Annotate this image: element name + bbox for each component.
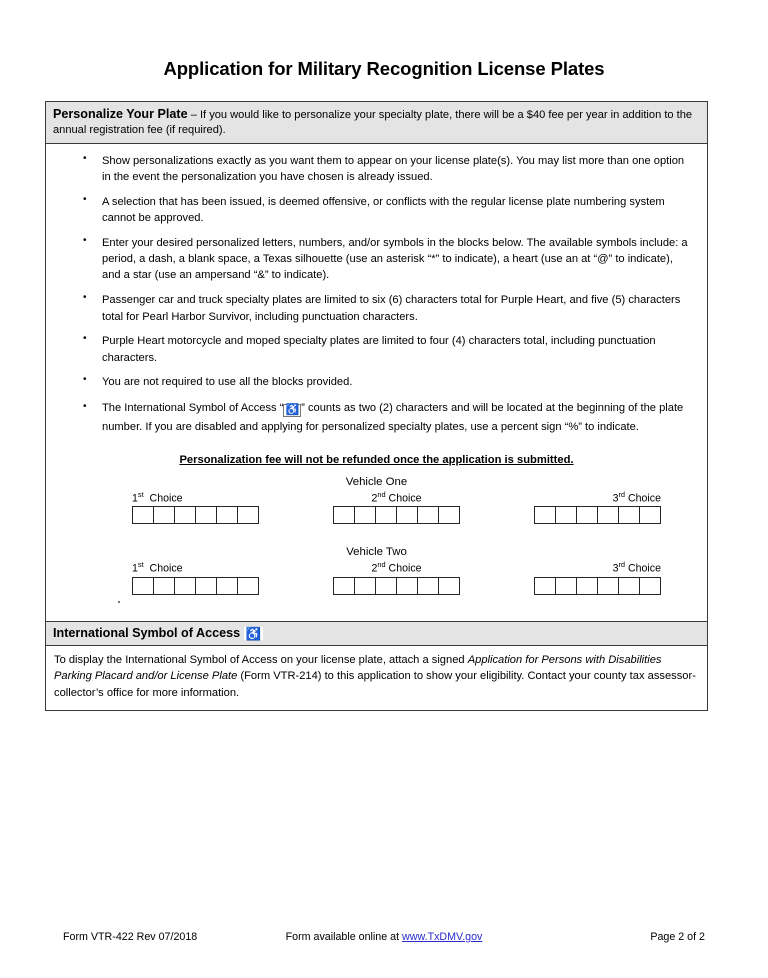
choice-word: Choice <box>628 562 661 575</box>
vehicle-two-label: Vehicle Two <box>346 546 407 559</box>
plate-character-boxes[interactable] <box>333 577 460 595</box>
plate-char-cell[interactable] <box>397 507 418 523</box>
plate-char-cell[interactable] <box>154 578 175 594</box>
vehicle-one-choice-2 <box>308 490 484 525</box>
list-item-isa <box>100 399 693 437</box>
list-item: • You are not required to use all the blocks provided. <box>100 374 693 390</box>
choice-ordinal-suffix: nd <box>377 489 386 499</box>
isa-bullet-text-after: ” counts as two (2) characters and will be located at the beginning of the plate number. If you are disabled and applying for personalized specialty plates, use a percent sign “%” to indicate. <box>102 402 684 434</box>
choice-ordinal: 1 <box>132 562 138 575</box>
plate-char-cell[interactable] <box>238 507 258 523</box>
plate-char-cell[interactable] <box>619 578 640 594</box>
plate-char-cell[interactable] <box>133 507 154 523</box>
plate-char-cell[interactable] <box>334 578 355 594</box>
plate-char-cell[interactable] <box>217 578 238 594</box>
plate-character-boxes[interactable] <box>534 577 661 595</box>
choice-ordinal: 1 <box>132 492 138 505</box>
list-item: • Show personalizations exactly as you want them to appear on your license plate(s). You may list more than one option in the event the personalization you have chosen is already issued. <box>100 153 693 186</box>
choice-label <box>132 560 183 575</box>
stray-mark <box>118 601 120 603</box>
plate-char-cell[interactable] <box>355 507 376 523</box>
choice-ordinal: 2 <box>371 492 378 505</box>
isa-section-header <box>46 621 707 646</box>
plate-char-cell[interactable] <box>154 507 175 523</box>
plate-character-boxes[interactable] <box>534 506 661 524</box>
plate-character-boxes[interactable] <box>132 506 259 524</box>
personalize-header-title: Personalize Your Plate <box>53 107 188 121</box>
vehicle-two-choice-3 <box>485 560 667 595</box>
page-title: Application for Military Recognition License Plates <box>163 58 605 79</box>
choice-word: Choice <box>149 492 183 505</box>
footer-page-number: Page 2 of 2 <box>650 931 705 943</box>
plate-char-cell[interactable] <box>598 578 619 594</box>
vehicle-one-choice-3 <box>485 490 667 525</box>
plate-char-cell[interactable] <box>556 578 577 594</box>
choice-word: Choice <box>388 562 422 575</box>
footer-form-id: Form VTR-422 Rev 07/2018 <box>63 931 198 943</box>
choice-label <box>371 490 421 505</box>
vehicle-one-label: Vehicle One <box>345 475 408 488</box>
isa-bullet-text-before: The International Symbol of Access “ <box>102 402 284 415</box>
personalize-section-header <box>46 102 707 144</box>
plate-char-cell[interactable] <box>175 578 196 594</box>
vehicle-two-block <box>46 546 707 595</box>
choice-ordinal: 3 <box>612 492 619 505</box>
section-spacer <box>46 595 707 621</box>
plate-char-cell[interactable] <box>196 507 217 523</box>
personalize-form-box <box>45 101 708 711</box>
plate-character-boxes[interactable] <box>132 577 259 595</box>
plate-char-cell[interactable] <box>439 578 459 594</box>
plate-char-cell[interactable] <box>175 507 196 523</box>
fee-notice: Personalization fee will not be refunded once the application is submitted. <box>179 453 574 466</box>
isa-header-title: International Symbol of Access <box>53 625 241 640</box>
plate-char-cell[interactable] <box>640 578 660 594</box>
choice-label <box>371 560 421 575</box>
vehicle-two-choices <box>46 560 707 595</box>
plate-char-cell[interactable] <box>217 507 238 523</box>
choice-word: Choice <box>628 492 661 505</box>
plate-char-cell[interactable] <box>397 578 418 594</box>
list-item: • A selection that has been issued, is deemed offensive, or conflicts with the regular license plate numbering system cannot be approved. <box>100 194 693 227</box>
vehicle-two-choice-1 <box>87 560 308 595</box>
plate-char-cell[interactable] <box>196 578 217 594</box>
vehicle-one-choice-1 <box>87 490 308 525</box>
plate-char-cell[interactable] <box>577 578 598 594</box>
choice-ordinal: 2 <box>371 562 378 575</box>
wheelchair-icon: ♿ <box>245 626 262 641</box>
plate-char-cell[interactable] <box>418 507 439 523</box>
choice-ordinal-suffix: nd <box>377 560 386 570</box>
plate-char-cell[interactable] <box>376 507 397 523</box>
choice-word: Choice <box>149 562 183 575</box>
wheelchair-icon: ♿ <box>285 404 300 417</box>
choice-ordinal-suffix: rd <box>618 560 626 570</box>
txdmv-link[interactable]: www.TxDMV.gov <box>402 931 483 943</box>
isa-body-text-2: (Form VTR-214) to this application to show your eligibility. Contact your county tax assessor-collector’s office for more information. <box>54 670 696 700</box>
plate-char-cell[interactable] <box>238 578 258 594</box>
plate-char-cell[interactable] <box>640 507 660 523</box>
plate-char-cell[interactable] <box>556 507 577 523</box>
vehicle-one-block <box>46 476 707 525</box>
instruction-list <box>46 144 707 446</box>
plate-char-cell[interactable] <box>334 507 355 523</box>
plate-char-cell[interactable] <box>439 507 459 523</box>
footer-availability-text: Form available online at <box>285 931 403 943</box>
list-item: • Passenger car and truck specialty plates are limited to six (6) characters total for Purple Heart, and five (5) characters total for Pearl Harbor Survivor, including punctuation characters. <box>100 292 693 325</box>
isa-body-text-1: To display the International Symbol of Access on your license plate, attach a signed <box>54 653 468 666</box>
plate-char-cell[interactable] <box>418 578 439 594</box>
plate-char-cell[interactable] <box>577 507 598 523</box>
personalize-header-description: – If you would like to personalize your specialty plate, there will be a $40 fee per year in addition to the annual registration fee (if required). <box>53 109 693 136</box>
plate-char-cell[interactable] <box>133 578 154 594</box>
choice-label <box>613 560 661 575</box>
isa-body-form-name: Application for Persons with Disabilities Parking Placard and/or License Plate <box>54 653 662 683</box>
plate-char-cell[interactable] <box>535 578 556 594</box>
plate-char-cell[interactable] <box>355 578 376 594</box>
choice-label <box>132 490 183 505</box>
isa-section-body <box>46 646 707 710</box>
choice-word: Choice <box>388 492 422 505</box>
plate-char-cell[interactable] <box>535 507 556 523</box>
plate-char-cell[interactable] <box>598 507 619 523</box>
plate-char-cell[interactable] <box>619 507 640 523</box>
choice-ordinal-suffix: st <box>137 489 144 499</box>
plate-character-boxes[interactable] <box>333 506 460 524</box>
list-item: • Enter your desired personalized letters, numbers, and/or symbols in the blocks below. The available symbols include: a period, a dash, a blank space, a Texas silhouette (use an asterisk “*” to indicate), a heart (use an at “@” to indicate), and a star (use an ampersand “&” to indicate). <box>100 235 693 284</box>
choice-ordinal-suffix: st <box>137 560 144 570</box>
choice-ordinal-suffix: rd <box>618 489 626 499</box>
choice-label <box>613 490 661 505</box>
plate-char-cell[interactable] <box>376 578 397 594</box>
vehicle-two-choice-2 <box>308 560 484 595</box>
list-item: • Purple Heart motorcycle and moped specialty plates are limited to four (4) characters total, including punctuation characters. <box>100 333 693 366</box>
choice-ordinal: 3 <box>612 562 619 575</box>
vehicle-one-choices <box>46 490 707 525</box>
